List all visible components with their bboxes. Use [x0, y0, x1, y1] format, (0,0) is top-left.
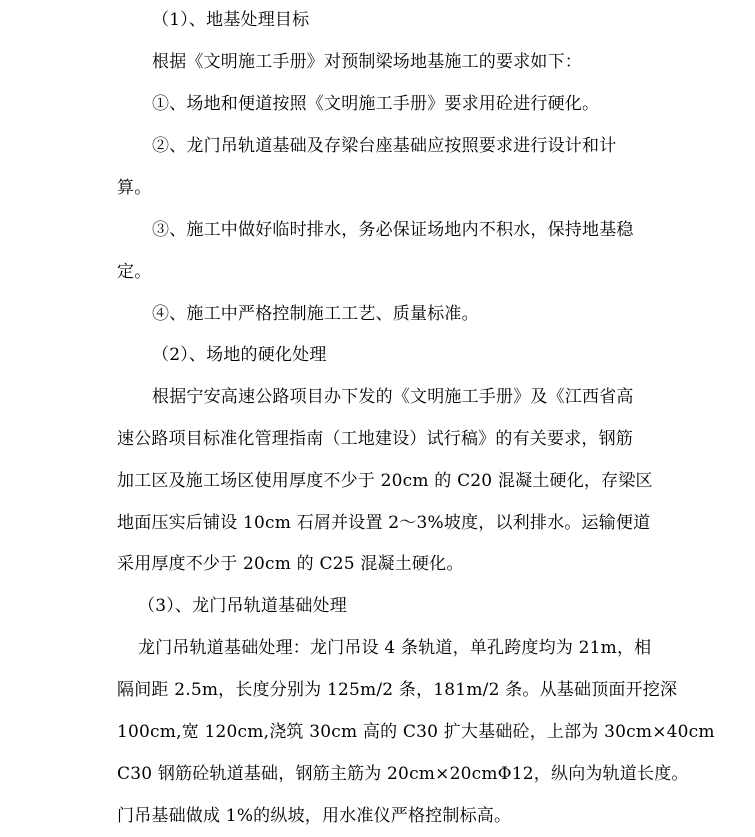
item2-line1: ②、龙门吊轨道基础及存梁台座基础应按照要求进行设计和计	[152, 136, 617, 156]
section3-heading: （3）、龙门吊轨道基础处理	[138, 596, 347, 616]
section1-intro: 根据《文明施工手册》对预制梁场地基施工的要求如下：	[152, 52, 582, 72]
item2-line2: 算。	[117, 178, 152, 198]
section3-line3: 100cm,宽 120cm,浇筑 30cm 高的 C30 扩大基础砼，上部为 30cm×40cm	[117, 722, 715, 742]
section3-line5: 门吊基础做成 1%的纵坡，用水准仪严格控制标高。	[117, 806, 512, 826]
item1: ①、场地和便道按照《文明施工手册》要求用砼进行硬化。	[152, 94, 600, 114]
item3-line1: ③、施工中做好临时排水，务必保证场地内不积水，保持地基稳	[152, 220, 634, 240]
section3-line2: 隔间距 2.5m，长度分别为 125m/2 条，181m/2 条。从基础顶面开挖深	[117, 680, 678, 700]
section2-line2: 速公路项目标准化管理指南（工地建设）试行稿》的有关要求，钢筋	[117, 429, 633, 449]
section1-heading: （1）、地基处理目标	[152, 10, 310, 30]
section2-line5: 采用厚度不少于 20cm 的 C25 混凝土硬化。	[117, 554, 464, 574]
item3-line2: 定。	[117, 262, 152, 282]
section2-line4: 地面压实后铺设 10cm 石屑并设置 2～3%坡度，以利排水。运输便道	[117, 513, 651, 533]
section2-line1: 根据宁安高速公路项目办下发的《文明施工手册》及《江西省高	[152, 387, 634, 407]
section2-line3: 加工区及施工场区使用厚度不少于 20cm 的 C20 混凝土硬化，存梁区	[117, 471, 653, 491]
section3-line4: C30 钢筋砼轨道基础，钢筋主筋为 20cm×20cmΦ12，纵向为轨道长度。	[117, 764, 689, 784]
item4: ④、施工中严格控制施工工艺、质量标准。	[152, 304, 479, 324]
section2-heading: （2）、场地的硬化处理	[152, 345, 327, 365]
section3-line1: 龙门吊轨道基础处理：龙门吊设 4 条轨道，单孔跨度均为 21m，相	[138, 638, 652, 658]
